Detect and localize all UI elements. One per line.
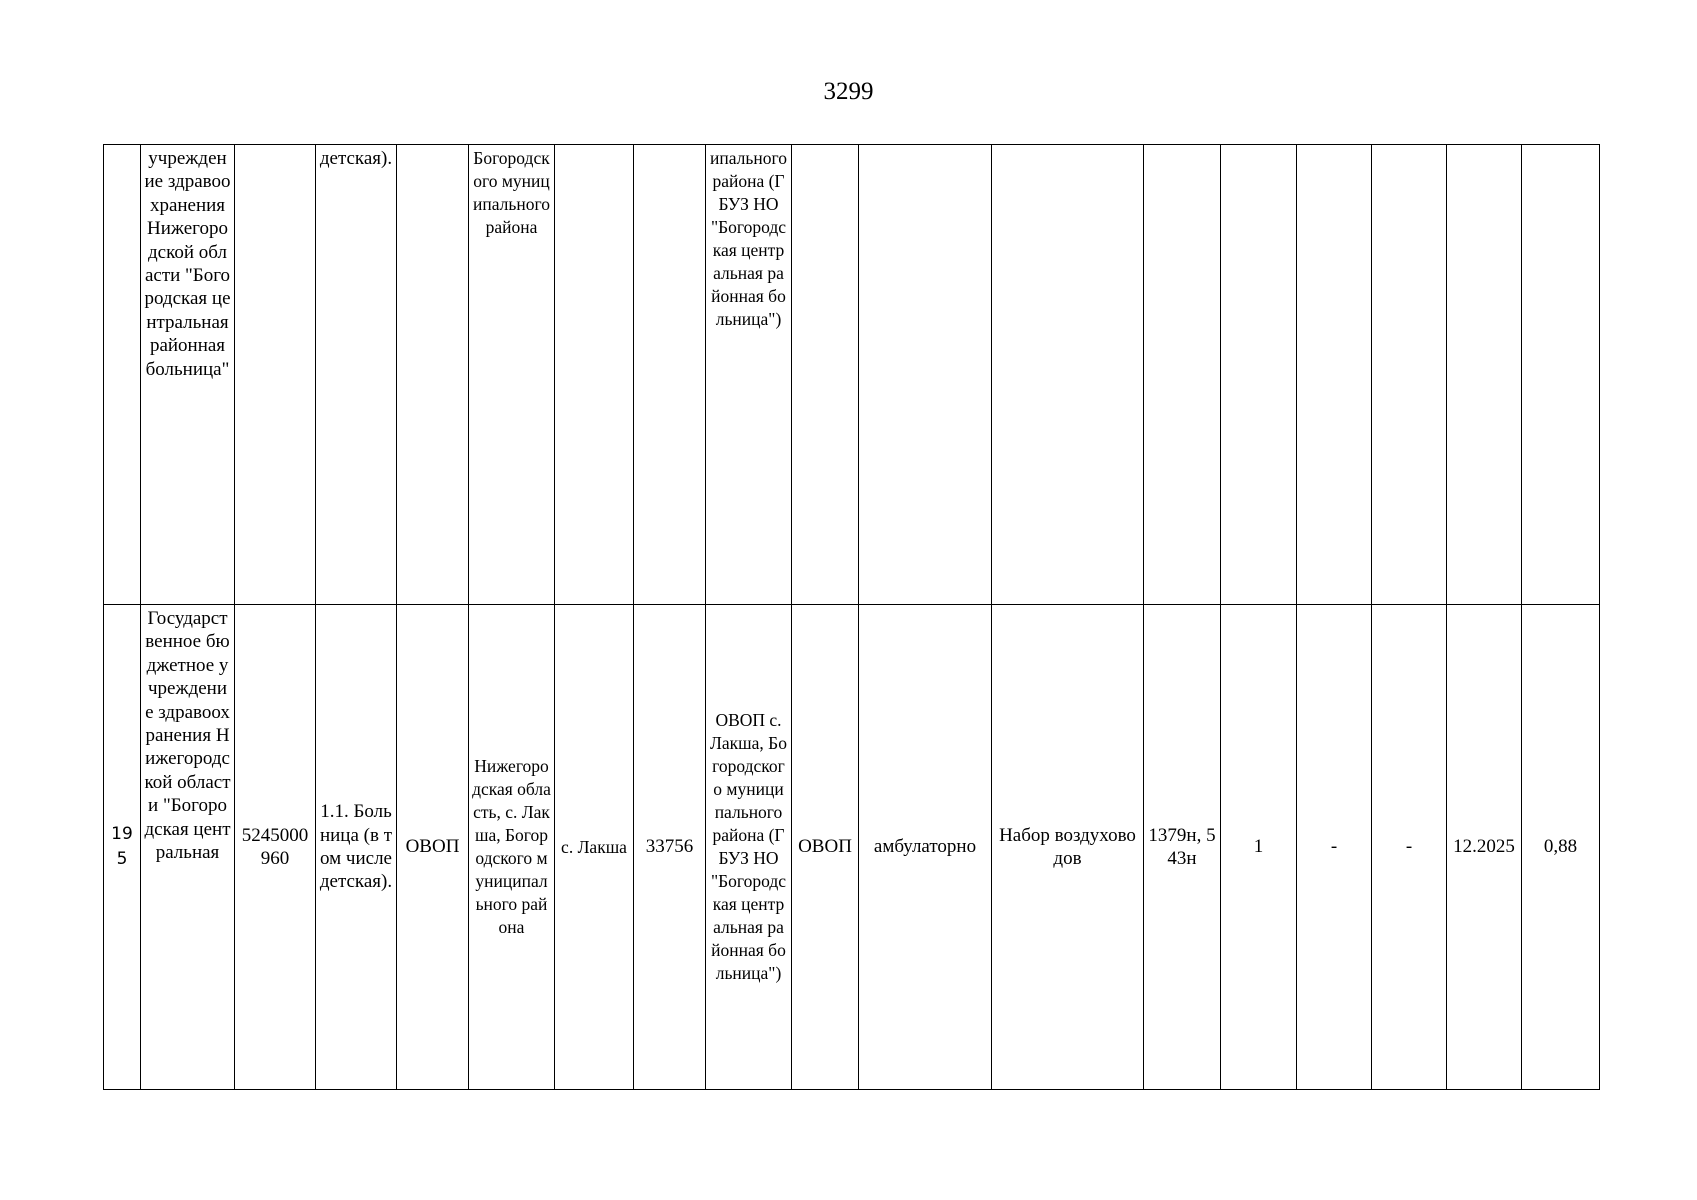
cell-item: [992, 145, 1144, 605]
cell-oktmo: 33756: [634, 605, 706, 1090]
cell-short-type: [792, 145, 859, 605]
cell-short-type: ОВОП: [792, 605, 859, 1090]
cell-address: Богородского муниципального района: [469, 145, 555, 605]
cell-locality: с. Лакша: [555, 605, 634, 1090]
cell-profile: 1.1. Больница (в том числе детская).: [316, 605, 397, 1090]
cell-conditions: амбулаторно: [859, 605, 992, 1090]
cell-subdivision: ипального района (ГБУЗ НО "Богородская центральная районная больница"): [706, 145, 792, 605]
cell-quantity: [1221, 145, 1297, 605]
cell-regulation: 1379н, 543н: [1144, 605, 1221, 1090]
cell-address: Нижегородская область, с. Лакша, Богородского муниципального района: [469, 605, 555, 1090]
cell-deadline: 12.2025: [1447, 605, 1522, 1090]
table-row-195: [104, 605, 1600, 1090]
cell-col-14: -: [1297, 605, 1372, 1090]
cell-unit-type: [397, 145, 469, 605]
cell-deadline: [1447, 145, 1522, 605]
cell-conditions: [859, 145, 992, 605]
cell-unit-type: ОВОП: [397, 605, 469, 1090]
cell-subdivision: ОВОП с. Лакша, Богородского муниципального района (ГБУЗ НО "Богородская центральная районная больница"): [706, 605, 792, 1090]
cell-index: [104, 145, 141, 605]
cell-organization: учреждение здравоохранения Нижегородской области "Богородская центральная районная больница": [141, 145, 235, 605]
cell-oktmo: [634, 145, 706, 605]
cell-locality: [555, 145, 634, 605]
cell-index: 195: [104, 605, 141, 1090]
cell-col-14: [1297, 145, 1372, 605]
cell-cost: [1522, 145, 1600, 605]
cell-col-15: [1372, 145, 1447, 605]
cell-col-15: -: [1372, 605, 1447, 1090]
cell-item: Набор воздуховодов: [992, 605, 1144, 1090]
cell-code: [235, 145, 316, 605]
cell-profile: детская).: [316, 145, 397, 605]
cell-cost: 0,88: [1522, 605, 1600, 1090]
cell-quantity: 1: [1221, 605, 1297, 1090]
equipment-register-table: [103, 144, 1600, 1090]
table-row-continued: [104, 145, 1600, 605]
cell-code: 5245000960: [235, 605, 316, 1090]
cell-regulation: [1144, 145, 1221, 605]
cell-organization: Государственное бюджетное учреждение здравоохранения Нижегородской области "Богородская центральная: [141, 605, 235, 1090]
page-number: 3299: [823, 78, 874, 105]
